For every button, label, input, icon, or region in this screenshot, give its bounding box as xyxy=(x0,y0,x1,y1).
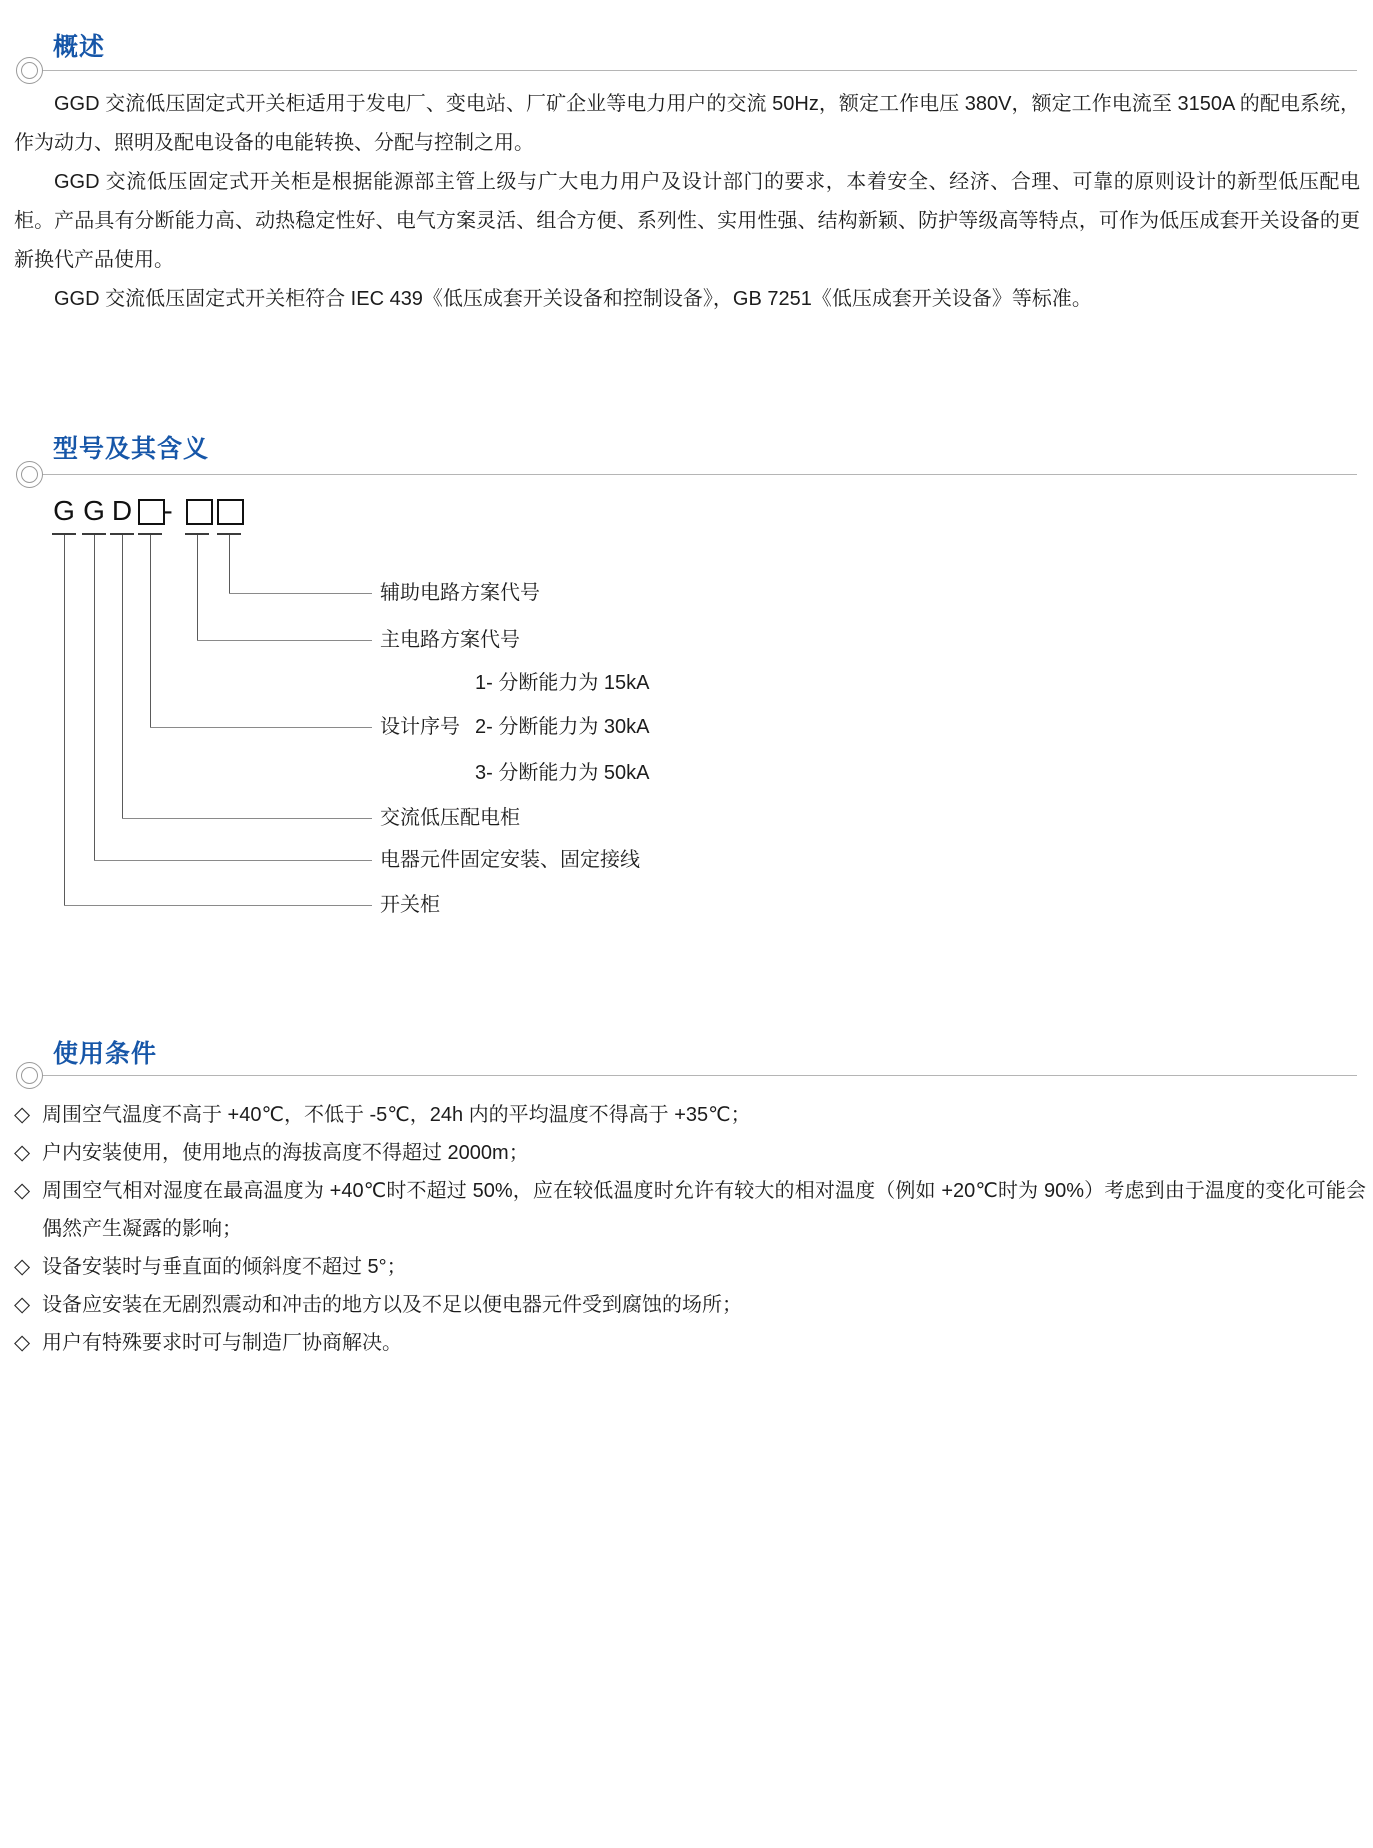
condition-item xyxy=(14,1248,1366,1286)
diamond-bullet-icon: ◇ xyxy=(14,1141,31,1164)
section-title-conditions: 使用条件 xyxy=(53,1040,158,1068)
label-design-serial: 设计序号 xyxy=(380,716,460,738)
condition-text: 用户有特殊要求时可与制造厂协商解决。 xyxy=(42,1332,402,1354)
ring-icon xyxy=(16,461,43,488)
label-switchgear: 开关柜 xyxy=(380,894,440,916)
connector-line xyxy=(94,535,95,860)
diamond-bullet-icon: ◇ xyxy=(14,1331,31,1354)
ring-icon xyxy=(16,57,43,84)
design-option-2: 2- 分断能力为 30kA xyxy=(475,716,650,738)
condition-text: 户内安装使用，使用地点的海拔高度不得超过 2000m； xyxy=(42,1142,529,1164)
connector-line xyxy=(150,535,151,727)
label-aux-circuit-code: 辅助电路方案代号 xyxy=(380,582,540,604)
model-letter: D xyxy=(111,495,133,526)
section-title-model: 型号及其含义 xyxy=(53,435,210,463)
diamond-bullet-icon: ◇ xyxy=(14,1255,31,1278)
connector-line xyxy=(64,905,372,906)
connector-line xyxy=(197,535,198,640)
connector-line xyxy=(229,535,230,593)
overview-paragraphs xyxy=(14,85,1360,319)
connector-line xyxy=(122,535,123,818)
connector-line xyxy=(197,640,372,641)
condition-item xyxy=(14,1286,1366,1324)
section-title-overview: 概述 xyxy=(53,33,106,61)
connector-line xyxy=(94,860,372,861)
diamond-bullet-icon: ◇ xyxy=(14,1179,31,1202)
connector-line xyxy=(64,535,65,905)
model-placeholder-box xyxy=(186,499,213,525)
model-letter: G xyxy=(53,495,75,526)
condition-item xyxy=(14,1096,1366,1134)
condition-list xyxy=(14,1096,1366,1362)
paragraph: GGD 交流低压固定式开关柜是根据能源部主管上级与广大电力用户及设计部门的要求，本着安全、经济、合理、可靠的原则设计的新型低压配电柜。产品具有分断能力高、动热稳定性好、电气方案灵活、组合方便、系列性、实用性强、结构新颖、防护等级高等特点，可作为低压成套开关设备的更新换代产品使用。 xyxy=(14,171,1360,271)
design-option-1: 1- 分断能力为 15kA xyxy=(475,672,650,694)
condition-item xyxy=(14,1134,1366,1172)
condition-text: 设备安装时与垂直面的倾斜度不超过 5°； xyxy=(42,1256,407,1278)
condition-text: 周围空气相对湿度在最高温度为 +40℃时不超过 50%，应在较低温度时允许有较大的相对温度（例如 +20℃时为 90%）考虑到由于温度的变化可能会偶然产生凝露的影响； xyxy=(42,1180,1366,1240)
design-option-3: 3- 分断能力为 50kA xyxy=(475,762,650,784)
connector-line xyxy=(122,818,372,819)
label-fixed-mounting: 电器元件固定安装、固定接线 xyxy=(380,849,640,871)
paragraph: GGD 交流低压固定式开关柜适用于发电厂、变电站、厂矿企业等电力用户的交流 50Hz，额定工作电压 380V，额定工作电流至 3150A 的配电系统，作为动力、照明及配电设备的电能转换、分配与控制之用。 xyxy=(14,93,1360,154)
condition-item xyxy=(14,1172,1366,1248)
model-designation-diagram xyxy=(0,495,780,930)
model-letter: G xyxy=(83,495,105,526)
label-main-circuit-code: 主电路方案代号 xyxy=(380,629,520,651)
connector-line xyxy=(150,727,372,728)
connector-line xyxy=(229,593,372,594)
diamond-bullet-icon: ◇ xyxy=(14,1103,31,1126)
model-letter: - xyxy=(163,495,173,526)
condition-text: 设备应安装在无剧烈震动和冲击的地方以及不足以便电器元件受到腐蚀的场所； xyxy=(42,1294,742,1316)
section-divider xyxy=(42,70,1357,71)
section-divider xyxy=(42,1075,1357,1076)
condition-item xyxy=(14,1324,1366,1362)
ring-icon xyxy=(16,1062,43,1089)
section-divider xyxy=(42,474,1357,475)
paragraph: GGD 交流低压固定式开关柜符合 IEC 439《低压成套开关设备和控制设备》，GB 7251《低压成套开关设备》等标准。 xyxy=(54,288,1092,310)
condition-text: 周围空气温度不高于 +40℃，不低于 -5℃，24h 内的平均温度不得高于 +35℃； xyxy=(42,1104,751,1126)
model-placeholder-box xyxy=(217,499,244,525)
label-ac-lv-cabinet: 交流低压配电柜 xyxy=(380,807,520,829)
diamond-bullet-icon: ◇ xyxy=(14,1293,31,1316)
